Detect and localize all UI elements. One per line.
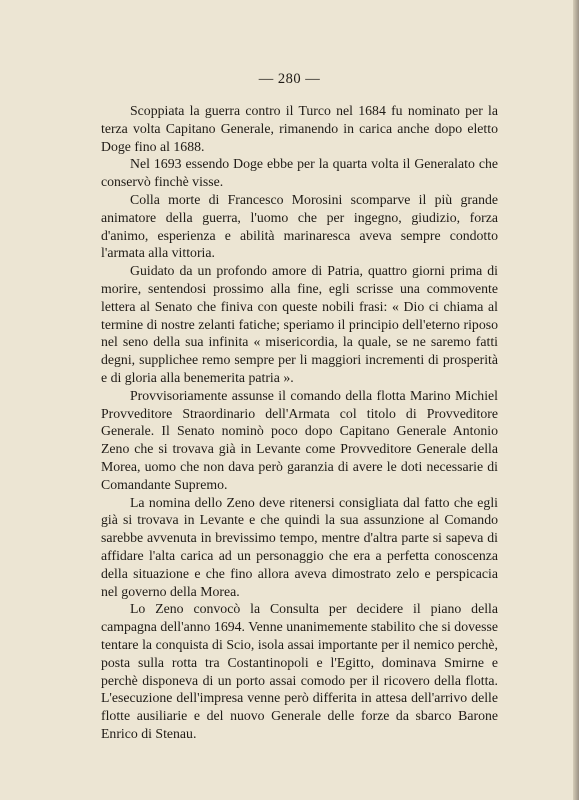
paragraph: Nel 1693 essendo Doge ebbe per la quarta volta il Generalato che conservò finchè visse. xyxy=(101,156,498,190)
paragraph: Scoppiata la guerra contro il Turco nel 1684 fu nominato per la terza volta Capitano Generale, rimanendo in carica anche dopo eletto Doge fino al 1688. xyxy=(101,103,498,154)
page-number: — 280 — xyxy=(258,71,321,87)
page-edge xyxy=(573,0,579,800)
paragraph: Lo Zeno convocò la Consulta per decidere il piano della campagna dell'anno 1694. Venne unanimemente stabilito che si dovesse tentare la conquista di Scio, isola assai importante per il nemico perchè, posta sulla rotta tra Costantinopoli e l'Egitto, dominava Smirne e perchè disponeva di un porto assai comodo per il ricovero della flotta. L'esecuzione dell'impresa venne però differita in attesa dell'arrivo delle flotte ausiliarie e del nuovo Generale delle forze da sbarco Barone Enrico di Stenau. xyxy=(101,601,498,741)
paragraph: La nomina dello Zeno deve ritenersi consigliata dal fatto che egli già si trovava in Levante e che quindi la sua assunzione al Comando sarebbe avvenuta in brevissimo tempo, mentre d'altra parte si sapeva di affidare l'alta carica ad un personaggio che era a perfetta conoscenza della situazione e che fino allora aveva dimostrato zelo e perspicacia nel governo della Morea. xyxy=(101,494,498,599)
paragraph: Colla morte di Francesco Morosini scomparve il più grande animatore della guerra, l'uomo che per ingegno, giudizio, forza d'animo, esperienza e abilità marinaresca aveva sempre condotto l'armata alla vittoria. xyxy=(101,191,498,261)
body-text xyxy=(101,102,498,743)
paragraph: Guidato da un profondo amore di Patria, quattro giorni prima di morire, sentendosi prossimo alla fine, egli scrisse una commovente lettera al Senato che finiva con queste nobili frasi: « Dio ci chiama al termine di nostre zelanti fatiche; speriamo il principio dell'eterno riposo nel seno della sua infinita « misericordia, la quale, se ne saremo fatti degni, supplichee remo sempre per li maggiori incrementi di prosperità e di gloria alla benemerita patria ». xyxy=(101,263,498,385)
paragraph: Provvisoriamente assunse il comando della flotta Marino Michiel Provveditore Straordinario dell'Armata col titolo di Provveditore Generale. Il Senato nominò poco dopo Capitano Generale Antonio Zeno che si trovava già in Levante come Provveditore Generale della Morea, uomo che non dava però garanzia di avere le doti necessarie di Comandante Supremo. xyxy=(101,387,498,492)
